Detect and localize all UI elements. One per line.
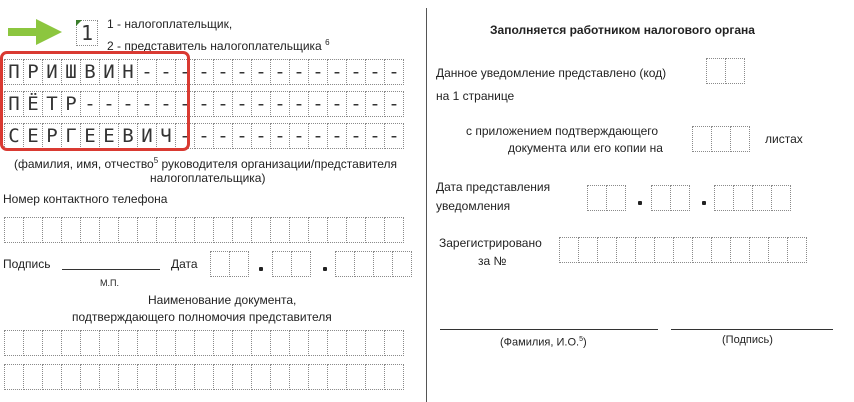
phone-cell[interactable] (42, 217, 62, 243)
date-year-cells[interactable] (335, 251, 411, 277)
right-signature-caption: (Подпись) (722, 334, 773, 346)
signer-option-2: 2 - представитель налогоплательщика $^6$ (107, 38, 330, 53)
phone-cell[interactable] (213, 217, 233, 243)
registration-number-cell[interactable] (635, 237, 655, 263)
phone-cell[interactable] (137, 217, 157, 243)
phone-cell[interactable] (289, 217, 309, 243)
phone-cell[interactable] (61, 217, 81, 243)
patronymic-char-cell[interactable]: - (251, 123, 271, 149)
phone-cell[interactable] (384, 217, 404, 243)
surname-char-cell[interactable]: - (270, 59, 290, 85)
doc-name-cell[interactable] (346, 330, 366, 356)
doc-name-cell[interactable] (137, 364, 157, 390)
date-year-cell[interactable] (373, 251, 393, 277)
registration-number-cell[interactable] (711, 237, 731, 263)
doc-name-cell[interactable] (251, 330, 271, 356)
signature-line[interactable] (62, 269, 160, 270)
name-char-cell[interactable]: - (365, 91, 385, 117)
doc-name-cell[interactable] (346, 364, 366, 390)
registered-line2: за № (478, 254, 507, 268)
doc-name-cells-1[interactable] (4, 330, 403, 356)
doc-name-cell[interactable] (4, 330, 24, 356)
patronymic-char-cell[interactable]: - (213, 123, 233, 149)
sheets-label: листах (765, 132, 803, 146)
name-char-cell[interactable]: - (137, 91, 157, 117)
patronymic-char-cell[interactable]: Г (61, 123, 81, 149)
phone-cell[interactable] (346, 217, 366, 243)
patronymic-char-cell[interactable]: - (327, 123, 347, 149)
registration-number-cell[interactable] (768, 237, 788, 263)
patronymic-char-cell[interactable]: С (4, 123, 24, 149)
date-separator-2 (323, 267, 327, 271)
signature-label: Подпись (3, 257, 51, 271)
name-char-cell[interactable]: - (289, 91, 309, 117)
patronymic-char-cell[interactable]: - (308, 123, 328, 149)
phone-label: Номер контактного телефона (3, 192, 168, 206)
phone-cell[interactable] (99, 217, 119, 243)
doc-name-cell[interactable] (270, 364, 290, 390)
doc-name-cell[interactable] (194, 364, 214, 390)
surname-char-cell[interactable]: И (42, 59, 62, 85)
attachment-line1: с приложением подтверждающего (466, 124, 659, 138)
date-separator-1 (259, 267, 263, 271)
doc-name-cell[interactable] (175, 364, 195, 390)
surname-char-cell[interactable]: - (365, 59, 385, 85)
doc-name-cell[interactable] (156, 330, 176, 356)
submitted-month-cell[interactable] (651, 185, 671, 211)
name-char-cell[interactable]: - (99, 91, 119, 117)
name-char-cell[interactable]: - (384, 91, 404, 117)
doc-name-cell[interactable] (365, 330, 385, 356)
name-char-cell[interactable]: - (175, 91, 195, 117)
surname-char-cell[interactable]: П (4, 59, 24, 85)
submitted-day-cells[interactable] (587, 185, 625, 211)
arrow-right-icon (6, 16, 64, 48)
pages-label: на 1 странице (436, 89, 515, 103)
surname-char-cell[interactable]: - (175, 59, 195, 85)
phone-cell[interactable] (80, 217, 100, 243)
doc-name-cell[interactable] (327, 364, 347, 390)
stamp-label: М.П. (100, 278, 119, 288)
doc-name-cell[interactable] (289, 364, 309, 390)
column-divider (426, 8, 427, 402)
right-signature-line[interactable] (671, 329, 833, 330)
registration-number-cell[interactable] (787, 237, 807, 263)
patronymic-char-cell[interactable]: В (118, 123, 138, 149)
surname-char-cell[interactable]: - (251, 59, 271, 85)
patronymic-char-cell[interactable]: Е (23, 123, 43, 149)
date-day-cell[interactable] (229, 251, 249, 277)
phone-cell[interactable] (251, 217, 271, 243)
doc-name-cell[interactable] (251, 364, 271, 390)
doc-name-cell[interactable] (365, 364, 385, 390)
submitted-day-cell[interactable] (587, 185, 607, 211)
submitted-day-cell[interactable] (606, 185, 626, 211)
surname-char-cell[interactable]: - (232, 59, 252, 85)
registration-number-cell[interactable] (559, 237, 579, 263)
right-header: Заполняется работником налогового органа (490, 23, 755, 37)
surname-char-cell[interactable]: - (289, 59, 309, 85)
registration-number-cell[interactable] (654, 237, 674, 263)
doc-name-cell[interactable] (42, 364, 62, 390)
registration-number-cell[interactable] (692, 237, 712, 263)
signer-code-cell[interactable]: 1 (76, 20, 98, 46)
doc-name-cell[interactable] (232, 330, 252, 356)
name-char-cell[interactable]: Р (61, 91, 81, 117)
corner-mark-icon (76, 20, 82, 26)
patronymic-char-cell[interactable]: Е (99, 123, 119, 149)
doc-name-cell[interactable] (99, 364, 119, 390)
phone-cell[interactable] (232, 217, 252, 243)
doc-name-cell[interactable] (23, 364, 43, 390)
date-submitted-line1: Дата представления (436, 180, 551, 194)
surname-char-cell[interactable]: - (327, 59, 347, 85)
date-month-cell[interactable] (272, 251, 292, 277)
phone-cell[interactable] (365, 217, 385, 243)
doc-name-cell[interactable] (194, 330, 214, 356)
surname-char-cell[interactable]: Р (23, 59, 43, 85)
phone-cell[interactable] (327, 217, 347, 243)
doc-name-cell[interactable] (23, 330, 43, 356)
surname-char-cell[interactable]: Н (118, 59, 138, 85)
date-day-cell[interactable] (210, 251, 230, 277)
submitted-code-cell[interactable] (725, 58, 745, 84)
signer-option-1: 1 - налогоплательщик, (107, 17, 233, 31)
highlight-box (0, 51, 190, 151)
doc-name-cells-2[interactable] (4, 364, 403, 390)
patronymic-char-cell[interactable]: - (365, 123, 385, 149)
doc-name-cell[interactable] (61, 330, 81, 356)
doc-name-cell[interactable] (289, 330, 309, 356)
name-char-cell[interactable]: - (308, 91, 328, 117)
name-char-cell[interactable]: - (270, 91, 290, 117)
fio-caption-line2: налогоплательщика) (150, 171, 266, 185)
doc-name-cell[interactable] (175, 330, 195, 356)
submitted-year-cell[interactable] (771, 185, 791, 211)
doc-name-cell[interactable] (42, 330, 62, 356)
doc-name-cell[interactable] (232, 364, 252, 390)
date-year-cell[interactable] (354, 251, 374, 277)
phone-cell[interactable] (175, 217, 195, 243)
phone-cell[interactable] (118, 217, 138, 243)
submitted-code-cell[interactable] (706, 58, 726, 84)
patronymic-char-cell[interactable]: Е (80, 123, 100, 149)
phone-cell[interactable] (270, 217, 290, 243)
name-char-cell[interactable]: - (327, 91, 347, 117)
doc-name-line2: подтверждающего полномочия представителя (72, 310, 332, 324)
registered-line1: Зарегистрировано (439, 236, 542, 250)
surname-char-cell[interactable]: - (308, 59, 328, 85)
phone-cell[interactable] (4, 217, 24, 243)
attachment-line2: документа или его копии на (508, 141, 663, 155)
submitted-date-separator-2 (702, 201, 706, 205)
date-submitted-line2: уведомления (436, 199, 511, 213)
submitted-month-cells[interactable] (651, 185, 689, 211)
name-char-cell[interactable]: - (251, 91, 271, 117)
submitted-code-label: Данное уведомление представлено (код) (436, 66, 667, 80)
registration-number-cell[interactable] (597, 237, 617, 263)
submitted-date-separator-1 (638, 201, 642, 205)
doc-name-cell[interactable] (99, 330, 119, 356)
registration-number-cell[interactable] (749, 237, 769, 263)
patronymic-char-cell[interactable]: - (175, 123, 195, 149)
doc-name-cell[interactable] (156, 364, 176, 390)
doc-name-cell[interactable] (327, 330, 347, 356)
doc-name-cell[interactable] (308, 330, 328, 356)
registration-number-cell[interactable] (673, 237, 693, 263)
surname-char-cell[interactable]: И (99, 59, 119, 85)
registration-number-cell[interactable] (730, 237, 750, 263)
registration-number-cells[interactable] (559, 237, 806, 263)
doc-name-cell[interactable] (213, 330, 233, 356)
doc-name-cell[interactable] (137, 330, 157, 356)
submitted-year-cell[interactable] (714, 185, 734, 211)
sheets-count-cells[interactable] (692, 126, 749, 152)
doc-name-cell[interactable] (118, 330, 138, 356)
patronymic-char-cell[interactable]: - (232, 123, 252, 149)
surname-char-cell[interactable]: Ш (61, 59, 81, 85)
patronymic-char-cell[interactable]: - (289, 123, 309, 149)
patronymic-char-cell[interactable]: - (270, 123, 290, 149)
surname-char-cell[interactable]: - (213, 59, 233, 85)
phone-cell[interactable] (308, 217, 328, 243)
name-char-cell[interactable]: - (194, 91, 214, 117)
doc-name-cell[interactable] (270, 330, 290, 356)
surname-initials-caption: (Фамилия, И.О.$^5$) (500, 336, 587, 349)
submitted-year-cells[interactable] (714, 185, 790, 211)
date-year-cell[interactable] (392, 251, 412, 277)
sheets-count-cell[interactable] (711, 126, 731, 152)
surname-char-cell[interactable]: - (156, 59, 176, 85)
name-char-cell[interactable]: - (118, 91, 138, 117)
phone-cell[interactable] (194, 217, 214, 243)
date-year-cell[interactable] (335, 251, 355, 277)
doc-name-cell[interactable] (118, 364, 138, 390)
phone-cells[interactable] (4, 217, 403, 243)
date-day-cells[interactable] (210, 251, 248, 277)
submitted-code-cells[interactable] (706, 58, 744, 84)
surname-char-cell[interactable]: - (194, 59, 214, 85)
date-month-cells[interactable] (272, 251, 310, 277)
doc-name-line1: Наименование документа, (148, 293, 297, 307)
name-char-cell[interactable]: Т (42, 91, 62, 117)
patronymic-char-cell[interactable]: - (384, 123, 404, 149)
phone-cell[interactable] (23, 217, 43, 243)
doc-name-cell[interactable] (80, 364, 100, 390)
doc-name-cell[interactable] (308, 364, 328, 390)
name-char-cell[interactable]: - (80, 91, 100, 117)
fio-caption-line1: (фамилия, имя, отчество$^5$ руководителя организации/представителя (14, 156, 398, 171)
name-char-cell[interactable]: П (4, 91, 24, 117)
name-char-cell[interactable]: - (346, 91, 366, 117)
surname-char-cell[interactable]: В (80, 59, 100, 85)
doc-name-cell[interactable] (4, 364, 24, 390)
name-char-cell[interactable]: - (232, 91, 252, 117)
patronymic-char-cell[interactable]: Ч (156, 123, 176, 149)
registration-number-cell[interactable] (616, 237, 636, 263)
surname-initials-line[interactable] (440, 329, 658, 330)
patronymic-char-cell[interactable]: И (137, 123, 157, 149)
date-label: Дата (171, 257, 198, 271)
patronymic-char-cell[interactable]: - (194, 123, 214, 149)
doc-name-cell[interactable] (80, 330, 100, 356)
submitted-year-cell[interactable] (752, 185, 772, 211)
patronymic-char-cell[interactable]: Р (42, 123, 62, 149)
surname-char-cell[interactable]: - (384, 59, 404, 85)
surname-char-cell[interactable]: - (137, 59, 157, 85)
submitted-month-cell[interactable] (670, 185, 690, 211)
date-month-cell[interactable] (291, 251, 311, 277)
name-char-cell[interactable]: - (213, 91, 233, 117)
submitted-year-cell[interactable] (733, 185, 753, 211)
doc-name-cell[interactable] (384, 364, 404, 390)
doc-name-cell[interactable] (61, 364, 81, 390)
sheets-count-cell[interactable] (692, 126, 712, 152)
doc-name-cell[interactable] (213, 364, 233, 390)
name-char-cell[interactable]: - (156, 91, 176, 117)
patronymic-char-cell[interactable]: - (346, 123, 366, 149)
phone-cell[interactable] (156, 217, 176, 243)
name-char-cell[interactable]: Ё (23, 91, 43, 117)
sheets-count-cell[interactable] (730, 126, 750, 152)
registration-number-cell[interactable] (578, 237, 598, 263)
doc-name-cell[interactable] (384, 330, 404, 356)
surname-char-cell[interactable]: - (346, 59, 366, 85)
